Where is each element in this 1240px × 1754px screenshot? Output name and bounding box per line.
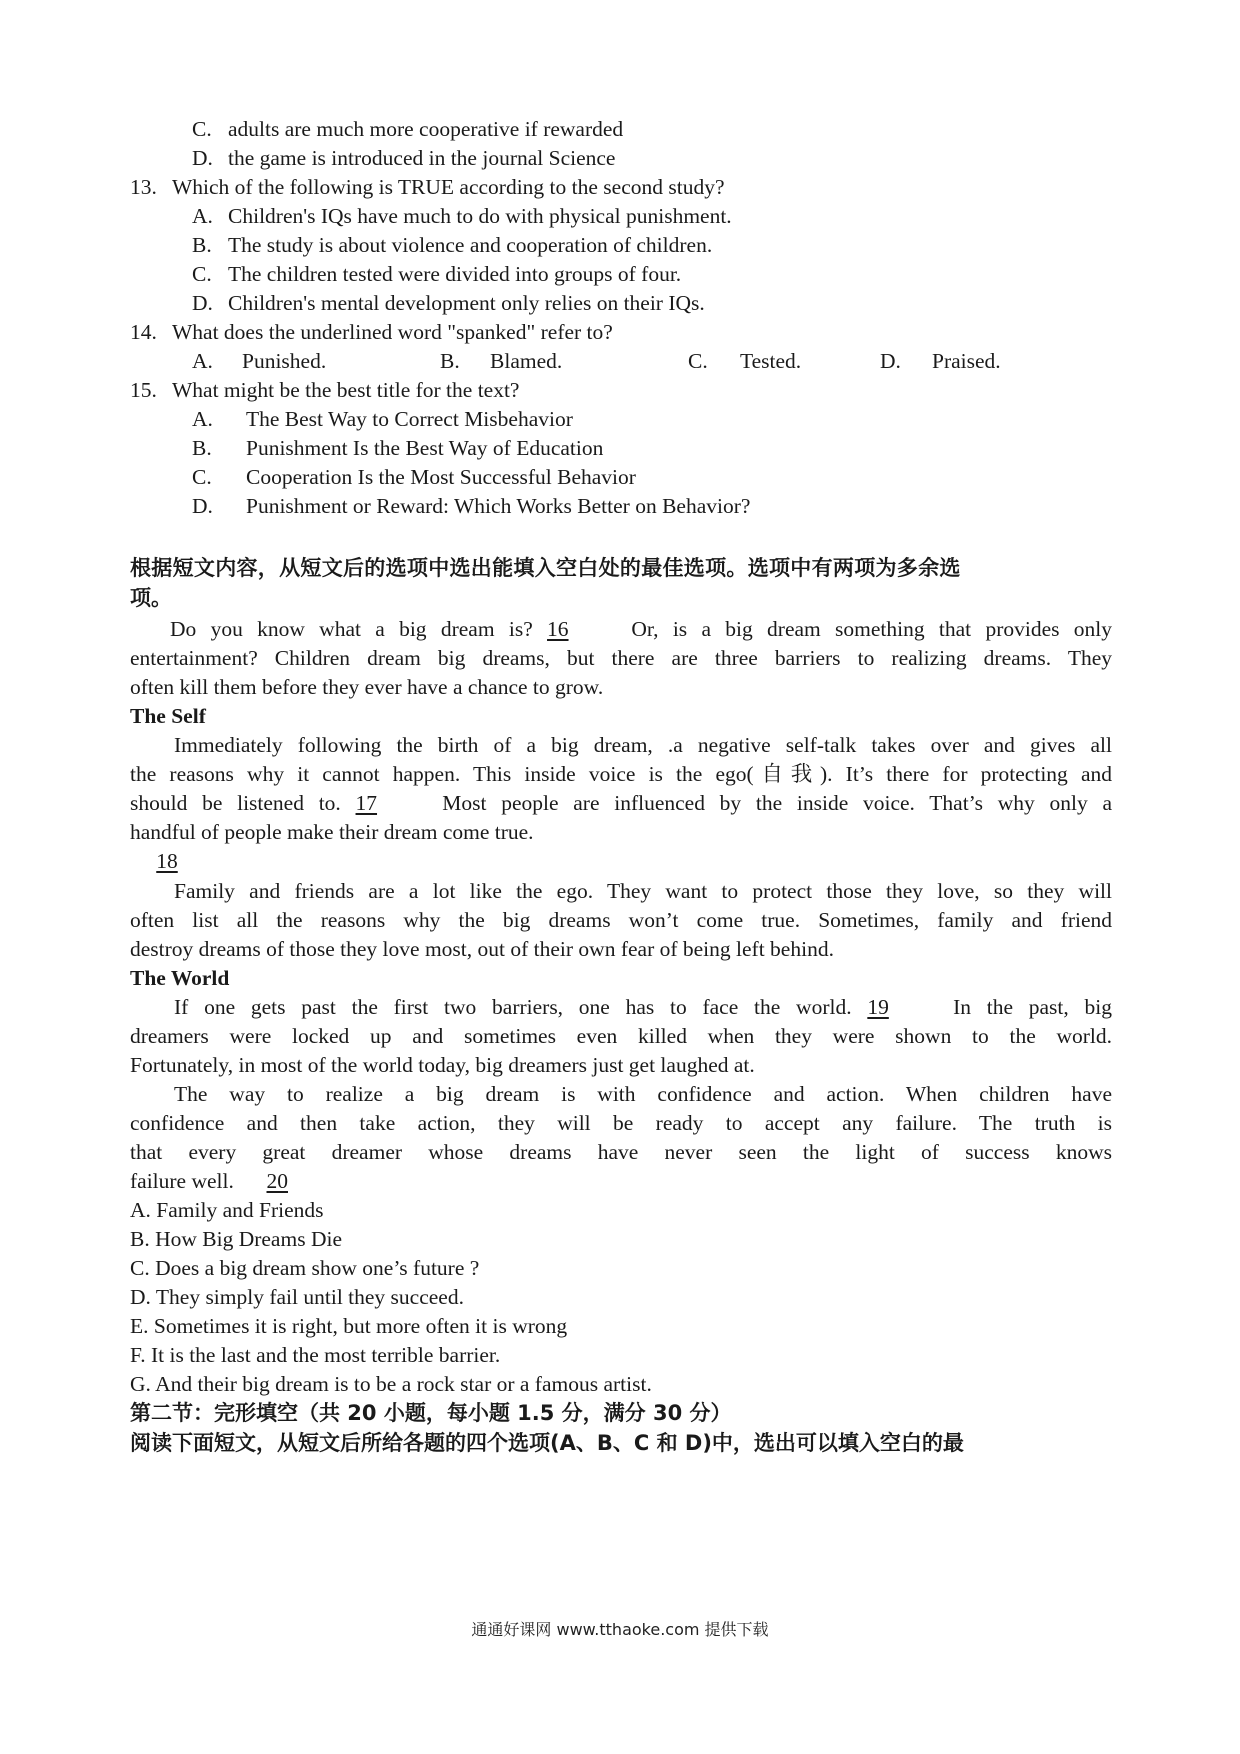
- section2-heading: 第二节：完形填空（共 20 小题，每小题 1.5 分，满分 30 分）: [130, 1401, 732, 1425]
- q14-stem: 14. What does the underlined word "spanked" refer to?: [130, 320, 613, 344]
- passage-p2-line2: the reasons why it cannot happen. This inside voice is the ego(自我). It’s there for protecting and: [130, 762, 1112, 786]
- q15-option-a: A. The Best Way to Correct Misbehavior: [192, 407, 573, 431]
- passage-p1-line3: often kill them before they ever have a chance to grow.: [130, 675, 604, 699]
- passage-p1-line2: entertainment? Children dream big dreams, but there are three barriers to realizing dreams. They: [130, 646, 1112, 670]
- answer-option-g: G. And their big dream is to be a rock star or a famous artist.: [130, 1372, 652, 1396]
- passage-p5-line3: that every great dreamer whose dreams have never seen the light of success knows: [130, 1140, 1112, 1164]
- heading-the-self: The Self: [130, 704, 206, 728]
- q14-option-a: A. Punished.: [192, 349, 327, 373]
- blank-18: 18: [156, 849, 178, 873]
- passage-p5-line2: confidence and then take action, they will be ready to accept any failure. The truth is: [130, 1111, 1112, 1135]
- page-footer: 通通好课网 www.tthaoke.com 提供下载: [471, 1620, 769, 1639]
- blank-19: 19: [867, 995, 889, 1019]
- answer-option-b: B. How Big Dreams Die: [130, 1227, 342, 1251]
- blank-18-heading: [130, 846, 204, 876]
- blank-20: 20: [266, 1169, 288, 1193]
- section-instruction-line2: 项。: [130, 586, 172, 610]
- heading-the-world: The World: [130, 966, 230, 990]
- passage-p4-line1: If one gets past the first two barriers, one has to face the world. 19 In the past, big: [174, 992, 1112, 1022]
- q13-stem: 13. Which of the following is TRUE according to the second study?: [130, 175, 725, 199]
- blank-17: 17: [355, 791, 378, 815]
- answer-option-c: C. Does a big dream show one’s future ?: [130, 1256, 480, 1280]
- answer-option-a: A. Family and Friends: [130, 1198, 324, 1222]
- passage-p4-line3: Fortunately, in most of the world today, big dreamers just get laughed at.: [130, 1053, 755, 1077]
- q14-option-b: B. Blamed.: [440, 349, 563, 373]
- answer-option-e: E. Sometimes it is right, but more often it is wrong: [130, 1314, 568, 1338]
- passage-p2-line1: Immediately following the birth of a big dream, .a negative self-talk takes over and gives all: [174, 733, 1112, 757]
- passage-p5-line1: The way to realize a big dream is with confidence and action. When children have: [174, 1082, 1112, 1106]
- answer-option-d: D. They simply fail until they succeed.: [130, 1285, 464, 1309]
- q15-stem: 15. What might be the best title for the text?: [130, 378, 520, 402]
- q13-option-c: C. The children tested were divided into groups of four.: [192, 262, 682, 286]
- q14-option-c: C. Tested.: [688, 349, 802, 373]
- q14-option-d: D. Praised.: [880, 349, 1001, 373]
- passage-p3-line3: destroy dreams of those they love most, out of their own fear of being left behind.: [130, 937, 834, 961]
- passage-p3-line2: often list all the reasons why the big dreams won’t come true. Sometimes, family and friend: [130, 908, 1112, 932]
- q15-option-d: D. Punishment or Reward: Which Works Better on Behavior?: [192, 494, 751, 518]
- passage-p3-line1: Family and friends are a lot like the ego. They want to protect those they love, so they will: [174, 879, 1112, 903]
- passage-p2-line3: should be listened to. 17 Most people are influenced by the inside voice. That’s why only a: [130, 788, 1112, 818]
- q15-option-c: C. Cooperation Is the Most Successful Behavior: [192, 465, 636, 489]
- section2-instruction: 阅读下面短文，从短文后所给各题的四个选项(A、B、C 和 D)中，选出可以填入空白的最: [130, 1431, 964, 1455]
- q13-option-b: B. The study is about violence and cooperation of children.: [192, 233, 713, 257]
- passage-p4-line2: dreamers were locked up and sometimes even killed when they were shown to the world.: [130, 1024, 1112, 1048]
- passage-p5-line4: failure well. 20: [130, 1166, 315, 1196]
- passage-p2-line4: handful of people make their dream come true.: [130, 820, 534, 844]
- q13-option-a: A. Children's IQs have much to do with physical punishment.: [192, 204, 732, 228]
- section-instruction-line1: 根据短文内容，从短文后的选项中选出能填入空白处的最佳选项。选项中有两项为多余选: [130, 556, 961, 580]
- answer-option-f: F. It is the last and the most terrible barrier.: [130, 1343, 501, 1367]
- q15-option-b: B. Punishment Is the Best Way of Education: [192, 436, 604, 460]
- q12-option-c: C. adults are much more cooperative if rewarded: [192, 117, 624, 141]
- q13-option-d: D. Children's mental development only relies on their IQs.: [192, 291, 705, 315]
- blank-16: 16: [547, 617, 569, 641]
- q12-option-d: D. the game is introduced in the journal Science: [192, 146, 616, 170]
- passage-p1-line1: Do you know what a big dream is? 16 Or, is a big dream something that provides only: [170, 614, 1112, 644]
